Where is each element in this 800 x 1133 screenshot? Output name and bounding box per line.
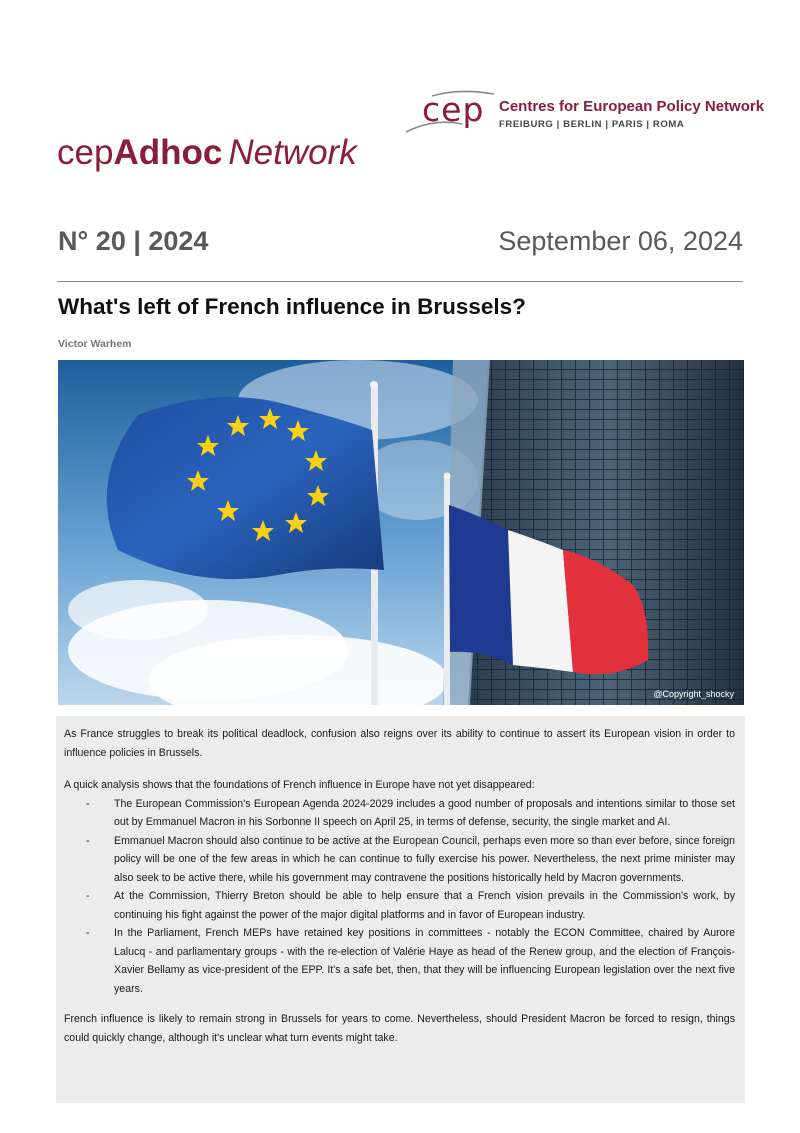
- summary-conclusion: French influence is likely to remain strong in Brussels for years to come. Nevertheless, should President Macron be forced to resign, things could quickly change, although it's unclear what turn events might take.: [64, 1013, 735, 1044]
- article-author: Victor Warhem: [58, 338, 132, 350]
- network-cities: FREIBURG | BERLIN | PARIS | ROMA: [499, 119, 685, 130]
- network-name: Centres for European Policy Network: [499, 98, 765, 115]
- bullet-dash: -: [86, 890, 90, 902]
- bullet-dash: -: [86, 797, 90, 810]
- publication-title: [57, 133, 357, 173]
- publication-name-main: Adhoc: [113, 133, 223, 172]
- flags-illustration: [58, 360, 744, 705]
- publication-name-prefix: cep: [57, 133, 114, 172]
- list-item: [86, 887, 735, 924]
- bullet-text: Emmanuel Macron should also continue to be active at the European Council, perhaps even more so than ever before, since foreign policy will be one of the few areas in which he can continue to fully exercise his power. Nevertheless, the next prime minister may also seek to be active there, while his government may contravene the positions historically held by Macron governments.: [114, 834, 735, 884]
- findings-list: [64, 795, 735, 999]
- header-divider: [57, 281, 743, 282]
- bullet-text: The European Commission's European Agenda 2024-2029 includes a good number of proposals and intentions similar to those set out by Emmanuel Macron in his Sorbonne II speech on April 25, in terms of defense, security, the single market and AI.: [114, 797, 735, 828]
- article-title: What's left of French influence in Brussels?: [58, 294, 526, 319]
- bullet-dash: -: [86, 927, 90, 939]
- issue-number: N° 20 | 2024: [58, 226, 209, 256]
- summary-lead: A quick analysis shows that the foundations of French influence in Europe have not yet disappeared:: [64, 779, 535, 791]
- summary-box: [56, 716, 745, 1103]
- hero-image: [58, 360, 744, 705]
- list-item: [86, 924, 735, 998]
- cep-logo-text: cep: [422, 90, 485, 129]
- bullet-dash: -: [86, 834, 90, 847]
- publication-name-suffix: Network: [228, 133, 357, 172]
- cep-network-logo: [404, 88, 765, 138]
- summary-intro: As France struggles to break its political deadlock, confusion also reigns over its ability to continue to assert its European vision in order to influence policies in Brussels.: [64, 728, 735, 759]
- image-credit: @Copyright_shocky: [653, 689, 734, 699]
- list-item: [86, 795, 735, 832]
- list-item: [86, 832, 735, 888]
- bullet-text: In the Parliament, French MEPs have retained key positions in committees - notably the ECON Committee, chaired by Aurore Lalucq - and parliamentary groups - with the re-election of Valérie Haye as head of the Renew group, and the election of François-Xavier Bellamy as vice-president of the EPP. It's a safe bet, then, that they will be influencing European legislation over the next five years.: [114, 927, 735, 995]
- bullet-text: At the Commission, Thierry Breton should be able to help ensure that a French vision prevails in the Commission's work, by continuing his fight against the power of the major digital platforms and in favor of European industry.: [114, 890, 735, 921]
- publication-date: September 06, 2024: [498, 226, 743, 256]
